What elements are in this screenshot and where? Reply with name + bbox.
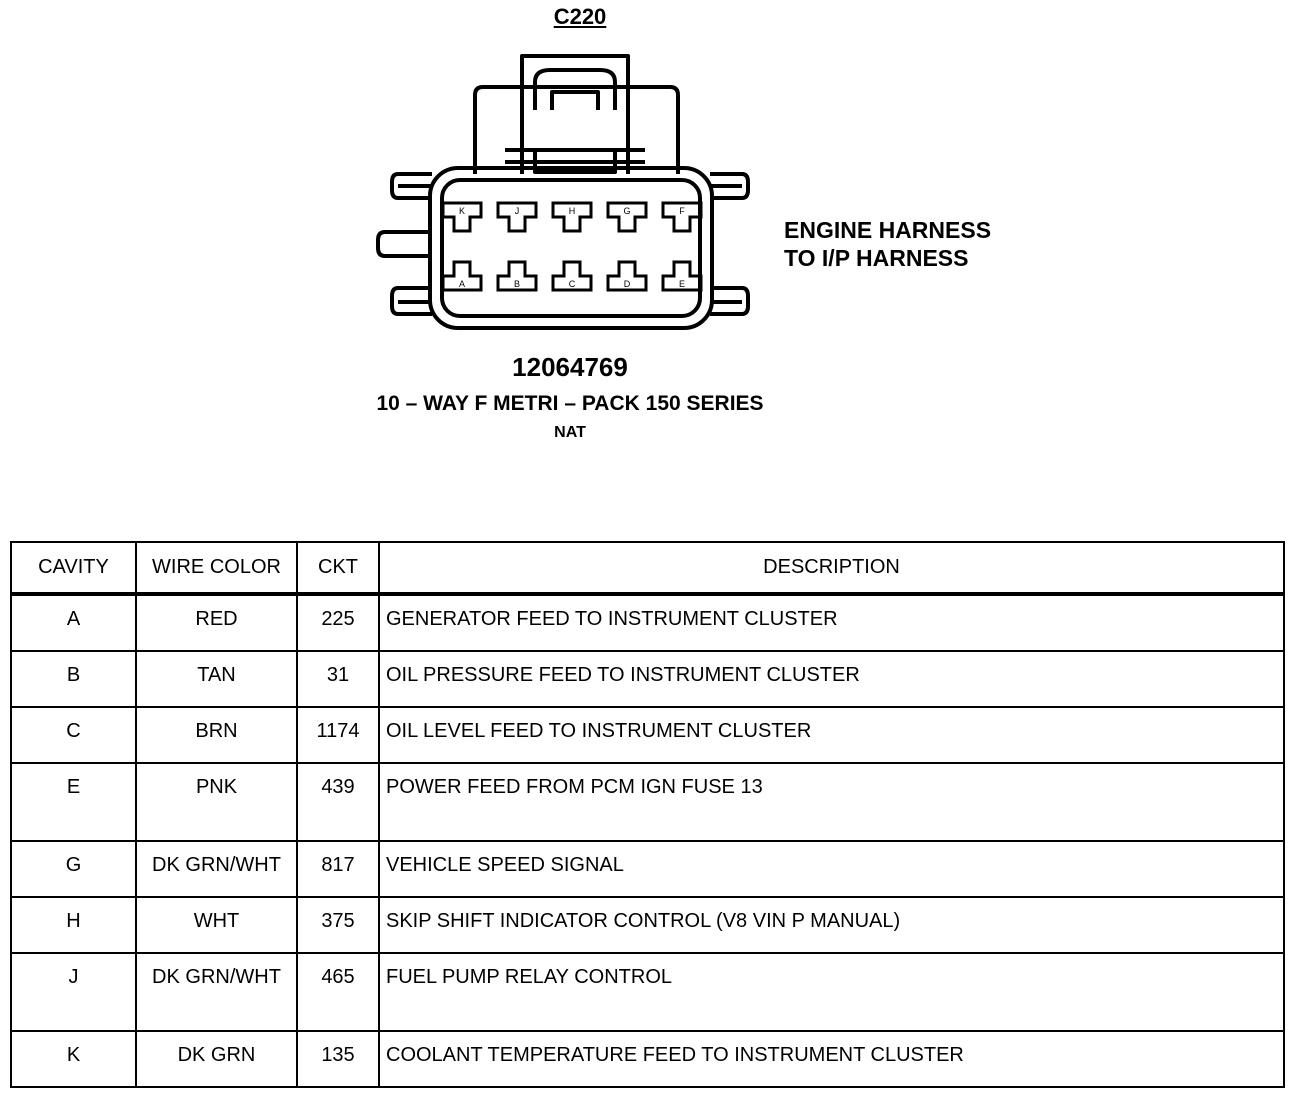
cell-description: OIL PRESSURE FEED TO INSTRUMENT CLUSTER: [379, 651, 1284, 707]
cavity-G: [608, 203, 646, 231]
cell-cavity: E: [11, 763, 136, 841]
top-cavity-row: [443, 203, 701, 231]
cell-wire-color: DK GRN/WHT: [136, 841, 297, 897]
cell-ckt: 439: [297, 763, 379, 841]
cell-wire-color: TAN: [136, 651, 297, 707]
cell-description: FUEL PUMP RELAY CONTROL: [379, 953, 1284, 1031]
cell-wire-color: BRN: [136, 707, 297, 763]
cell-wire-color: WHT: [136, 897, 297, 953]
cavity-B: [498, 262, 536, 290]
cell-ckt: 465: [297, 953, 379, 1031]
cavity-D: [608, 262, 646, 290]
cavity-label: K: [458, 206, 466, 216]
cavity-label: E: [678, 279, 686, 289]
cell-description: GENERATOR FEED TO INSTRUMENT CLUSTER: [379, 594, 1284, 651]
cell-ckt: 817: [297, 841, 379, 897]
cell-description: POWER FEED FROM PCM IGN FUSE 13: [379, 763, 1284, 841]
table-row: [11, 594, 1284, 651]
cavity-label: A: [458, 279, 466, 289]
cell-description: VEHICLE SPEED SIGNAL: [379, 841, 1284, 897]
part-number: 12064769: [512, 352, 628, 382]
connector-diagram: [370, 50, 770, 340]
cell-cavity: A: [11, 594, 136, 651]
cell-description: COOLANT TEMPERATURE FEED TO INSTRUMENT CLUSTER: [379, 1031, 1284, 1087]
cavity-label: J: [514, 206, 520, 216]
cell-cavity: K: [11, 1031, 136, 1087]
table-header-row: [11, 542, 1284, 594]
cell-cavity: J: [11, 953, 136, 1031]
cavity-label: H: [568, 206, 576, 216]
table-row: [11, 1031, 1284, 1087]
cavity-K: [443, 203, 481, 231]
table-row: [11, 763, 1284, 841]
cell-ckt: 31: [297, 651, 379, 707]
cell-ckt: 375: [297, 897, 379, 953]
header-ckt: CKT: [297, 542, 379, 594]
cell-cavity: B: [11, 651, 136, 707]
pinout-table: [10, 541, 1285, 1088]
harness-label-line1: ENGINE HARNESS: [784, 217, 992, 243]
cavity-label: G: [623, 206, 631, 216]
cavity-J: [498, 203, 536, 231]
header-description: DESCRIPTION: [379, 542, 1284, 594]
cavity-F: [663, 203, 701, 231]
table-row: [11, 897, 1284, 953]
cell-cavity: C: [11, 707, 136, 763]
cavity-A: [443, 262, 481, 290]
cell-wire-color: DK GRN/WHT: [136, 953, 297, 1031]
table-row: [11, 953, 1284, 1031]
cell-wire-color: PNK: [136, 763, 297, 841]
connector-id: C220: [553, 4, 607, 29]
cell-ckt: 225: [297, 594, 379, 651]
cavity-H: [553, 203, 591, 231]
cavity-E: [663, 262, 701, 290]
bottom-cavity-row: [443, 262, 701, 290]
header-cavity: CAVITY: [11, 542, 136, 594]
header-wire-color: WIRE COLOR: [136, 542, 297, 594]
cell-description: OIL LEVEL FEED TO INSTRUMENT CLUSTER: [379, 707, 1284, 763]
cavity-C: [553, 262, 591, 290]
cavity-label: F: [679, 206, 685, 216]
table-row: [11, 707, 1284, 763]
cell-cavity: G: [11, 841, 136, 897]
connector-series: 10 – WAY F METRI – PACK 150 SERIES: [376, 392, 764, 415]
cell-description: SKIP SHIFT INDICATOR CONTROL (V8 VIN P MANUAL): [379, 897, 1284, 953]
harness-label: [784, 216, 991, 272]
cell-ckt: 1174: [297, 707, 379, 763]
connector-color: NAT: [554, 424, 586, 441]
table-row: [11, 841, 1284, 897]
cell-wire-color: DK GRN: [136, 1031, 297, 1087]
table-row: [11, 651, 1284, 707]
cavity-label: C: [568, 279, 576, 289]
cavity-label: D: [623, 279, 631, 289]
cell-cavity: H: [11, 897, 136, 953]
harness-label-line2: TO I/P HARNESS: [784, 245, 969, 271]
cell-ckt: 135: [297, 1031, 379, 1087]
cavity-label: B: [513, 279, 521, 289]
cell-wire-color: RED: [136, 594, 297, 651]
